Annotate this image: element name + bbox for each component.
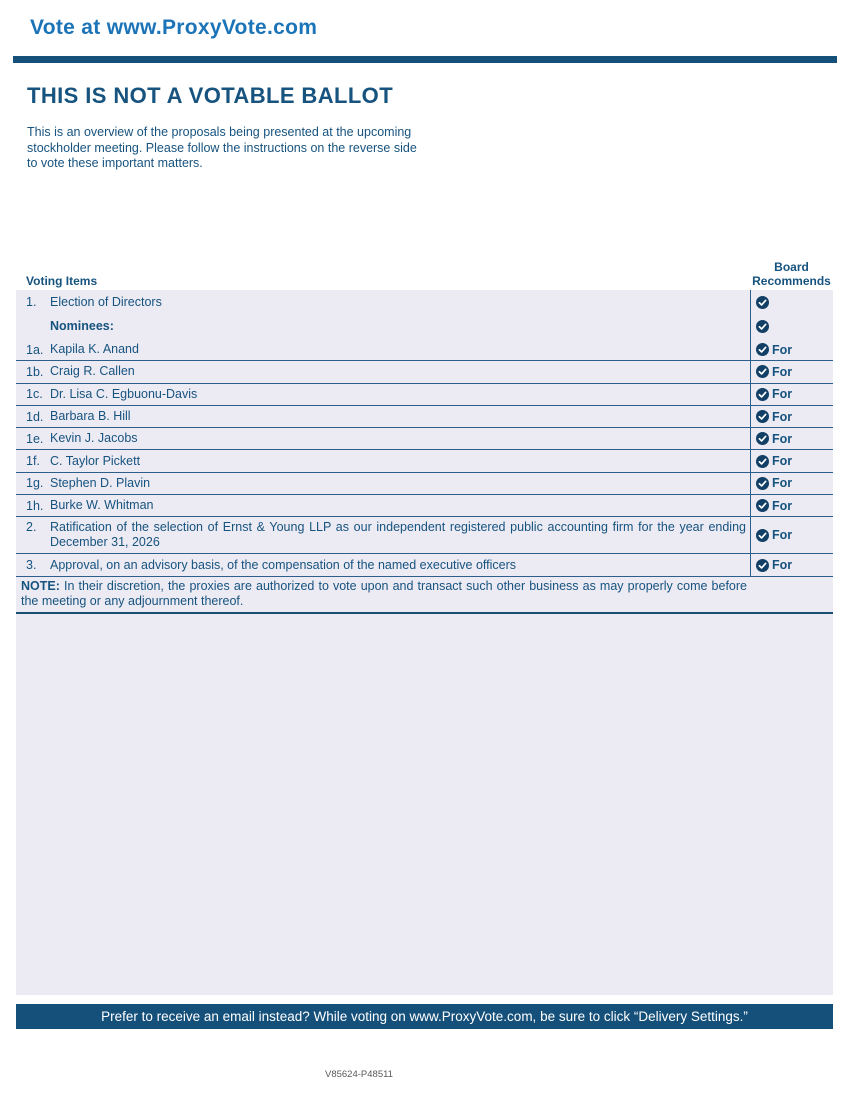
voting-table-row: [16, 406, 833, 428]
voting-items-column-header: Voting Items: [26, 274, 98, 288]
voting-table-row: [16, 473, 833, 495]
board-recommends-line1: Board: [774, 260, 809, 274]
board-recommendation-cell: [750, 473, 833, 494]
recommendation-label: For: [772, 476, 793, 491]
board-recommendation-cell: [750, 384, 833, 405]
note-row: [16, 577, 833, 614]
voting-table-row: [16, 314, 833, 339]
row-text: Ratification of the selection of Ernst & Young LLP as our independent registered public accounting firm for the year ending December 31, 2026: [50, 520, 746, 550]
row-number: 1a.: [26, 342, 44, 357]
recommendation-label: For: [772, 528, 793, 543]
board-recommendation-cell: [750, 517, 833, 553]
row-main-cell: [16, 495, 750, 516]
board-recommendation-cell: [750, 450, 833, 471]
note-label: NOTE:: [21, 578, 60, 593]
delivery-settings-banner: Prefer to receive an email instead? While voting on www.ProxyVote.com, be sure to click “Delivery Settings.”: [16, 1004, 833, 1029]
voting-table-row: [16, 554, 833, 577]
row-text: Kapila K. Anand: [50, 342, 139, 357]
row-number: 1h.: [26, 498, 44, 513]
row-main-cell: [16, 361, 750, 382]
check-circle-icon: [756, 432, 769, 445]
recommendation-label: For: [772, 431, 793, 446]
recommendation-label: For: [772, 498, 793, 513]
board-recommendation-cell: [750, 406, 833, 427]
recommendation-label: For: [772, 409, 793, 424]
voting-table-row: [16, 450, 833, 472]
vote-url-header: Vote at www.ProxyVote.com: [30, 16, 318, 39]
recommendation-label: For: [772, 387, 793, 402]
page-title: THIS IS NOT A VOTABLE BALLOT: [27, 83, 394, 108]
recommendation-badge: [756, 296, 772, 309]
recommendation-label: For: [772, 558, 793, 573]
row-main-cell: [16, 314, 750, 339]
row-text: Dr. Lisa C. Egbuonu-Davis: [50, 386, 198, 401]
check-circle-icon: [756, 296, 769, 309]
check-circle-icon: [756, 343, 769, 356]
row-text: Election of Directors: [50, 294, 162, 309]
row-number: 1e.: [26, 431, 44, 446]
check-circle-icon: [756, 320, 769, 333]
row-main-cell: [16, 517, 750, 553]
row-number: 2.: [26, 520, 37, 535]
row-text: Barbara B. Hill: [50, 409, 131, 424]
row-text: Burke W. Whitman: [50, 498, 154, 513]
board-recommendation-cell: [750, 495, 833, 516]
recommendation-badge: [756, 432, 792, 446]
board-recommendation-cell: [750, 361, 833, 382]
voting-table-row: [16, 495, 833, 517]
recommendation-label: For: [772, 364, 793, 379]
voting-table-row: [16, 428, 833, 450]
voting-rows: [16, 290, 833, 577]
check-circle-icon: [756, 410, 769, 423]
row-text: Craig R. Callen: [50, 364, 135, 379]
recommendation-badge: [756, 320, 772, 333]
recommendation-badge: [756, 410, 792, 424]
row-text: Stephen D. Plavin: [50, 475, 151, 490]
recommendation-badge: [756, 387, 792, 401]
recommendation-badge: [756, 476, 792, 490]
voting-table-row: [16, 517, 833, 554]
board-recommendation-cell: [750, 314, 833, 339]
check-circle-icon: [756, 499, 769, 512]
recommendation-badge: [756, 558, 792, 572]
row-number: 1d.: [26, 409, 44, 424]
row-number: 1g.: [26, 476, 44, 491]
note-text: In their discretion, the proxies are authorized to vote upon and transact such other business as may properly come before the meeting or any adjournment thereof.: [21, 578, 747, 608]
row-main-cell: [16, 450, 750, 471]
check-circle-icon: [756, 477, 769, 490]
row-number: 1f.: [26, 454, 40, 469]
header-divider-rule: [13, 56, 837, 63]
voting-table-row: [16, 290, 833, 314]
row-number: 3.: [26, 558, 37, 573]
row-main-cell: [16, 473, 750, 494]
board-recommends-line2: Recommends: [752, 273, 831, 288]
check-circle-icon: [756, 529, 769, 542]
recommendation-label: For: [772, 454, 793, 469]
row-text: Approval, on an advisory basis, of the compensation of the named executive officers: [50, 557, 517, 572]
voting-table-row: [16, 339, 833, 361]
row-main-cell: [16, 290, 750, 314]
voting-items-panel: [16, 290, 833, 995]
row-number: 1b.: [26, 364, 44, 379]
voting-table-header: [16, 255, 833, 289]
voting-table-row: [16, 361, 833, 383]
voting-table-row: [16, 384, 833, 406]
row-text: Nominees:: [50, 319, 114, 333]
document-control-number: V85624-P48511: [325, 1069, 393, 1080]
row-main-cell: [16, 339, 750, 360]
row-number: 1.: [26, 295, 37, 309]
check-circle-icon: [756, 455, 769, 468]
intro-paragraph: This is an overview of the proposals being presented at the upcoming stockholder meeting. Please follow the instructions on the reverse side to vote these important matters.: [27, 125, 417, 170]
board-recommendation-cell: [750, 290, 833, 314]
recommendation-badge: [756, 454, 792, 468]
recommendation-badge: [756, 528, 792, 542]
row-number: 1c.: [26, 387, 43, 402]
check-circle-icon: [756, 388, 769, 401]
board-recommendation-cell: [750, 339, 833, 360]
check-circle-icon: [756, 365, 769, 378]
recommendation-label: For: [772, 342, 793, 357]
check-circle-icon: [756, 559, 769, 572]
board-recommends-column-header: [750, 261, 833, 289]
row-main-cell: [16, 554, 750, 576]
board-recommendation-cell: [750, 428, 833, 449]
recommendation-badge: [756, 365, 792, 379]
row-main-cell: [16, 428, 750, 449]
recommendation-badge: [756, 343, 792, 357]
board-recommendation-cell: [750, 554, 833, 576]
row-main-cell: [16, 406, 750, 427]
row-text: Kevin J. Jacobs: [50, 431, 138, 446]
recommendation-badge: [756, 499, 792, 513]
row-main-cell: [16, 384, 750, 405]
row-text: C. Taylor Pickett: [50, 453, 141, 468]
